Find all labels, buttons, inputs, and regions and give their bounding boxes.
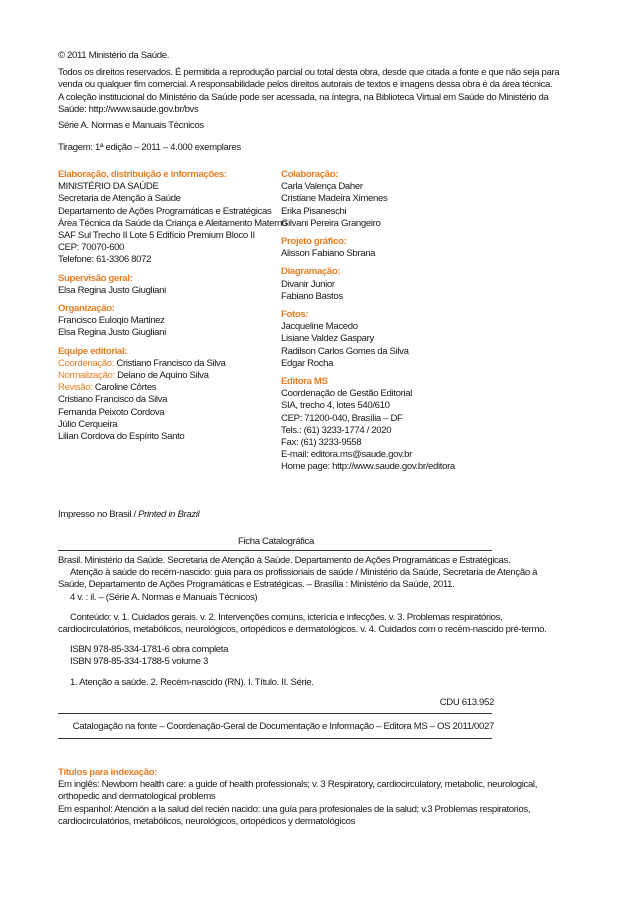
series-line: Série A. Normas e Manuais Técnicos [58,120,204,131]
organization-section [58,303,290,340]
editorial-coordination [58,358,290,370]
collaboration-line: Gilvani Pereira Grangeiro [281,217,381,229]
collaboration-section [281,169,503,230]
coordination-value: Cristiano Francisco da Silva [114,357,226,369]
elaboration-line: Telefone: 61-3306 8072 [58,254,152,266]
catalog-bottom-rule [58,738,492,739]
copyright-line: © 2011 Ministério da Saúde. [58,50,170,61]
indexing-section [58,767,538,828]
collaboration-line: Erika Pisaneschi [281,205,347,217]
normalization-value: Delano de Aquino Silva [114,370,209,382]
layout-line: Fabiano Bastos [281,290,343,302]
editorial-line: Júlio Cerqueira [58,418,118,430]
elaboration-line: MINISTÉRIO DA SAÚDE [58,181,159,193]
rights-line: Todos os direitos reservados. É permitida a reprodução parcial ou total desta obra, desde que citada a fonte e que não seja para [58,67,560,79]
elaboration-heading: Elaboração, distribuição e informações: [58,169,227,180]
publisher-section [281,376,503,474]
catalog-isbn: ISBN 978-85-334-1781-6 obra completa [70,644,229,656]
publisher-line: Fax: (61) 3233-9558 [281,437,362,449]
revision-label: Revisão: [58,382,93,394]
elaboration-line: Área Técnica da Saúde da Criança e Aleitamento Materno [58,217,287,229]
editorial-normalization [58,370,290,382]
catalog-card-title: Ficha Catalográfica [237,536,314,547]
editorial-revision [58,382,290,394]
collaboration-line: Carla Valença Daher [281,181,363,193]
editorial-section [58,346,290,444]
indexing-spanish: Em espanhol: Atención a la salud del recién nacido: una guía para profesionales de la salud; v.3 Problemas respiratorios, [58,803,531,815]
rights-line: venda ou qualquer fim comercial. A responsabilidade pelos direitos autorais de textos e imagens dessa obra é da área técnica. [58,79,553,91]
photos-line: Jacqueline Macedo [281,321,358,333]
supervision-line: Elsa Regina Justo Giugliani [58,284,166,296]
collaboration-heading: Colaboração: [281,169,339,180]
editorial-line: Lilian Cordova do Espírito Santo [58,431,185,443]
photos-heading: Fotos: [281,309,309,321]
elaboration-line: SAF Sul Trecho II Lote 5 Edifício Premium Bloco II [58,230,255,242]
layout-heading: Diagramação: [281,266,341,278]
catalog-mid-rule [58,713,492,714]
elaboration-line: Departamento de Ações Programáticas e Estratégicas [58,205,272,217]
layout-section [281,266,503,303]
credits-left-column [58,169,290,449]
photos-line: Radilson Carlos Gomes da Silva [281,345,409,357]
photos-line: Edgar Rocha [281,357,334,369]
publisher-heading: Editora MS [281,376,328,388]
publisher-line: SIA, trecho 4, lotes 540/610 [281,400,390,412]
rights-line: Saúde: http://www.saude.gov.br/bvs [58,103,199,115]
printed-in-line [58,509,494,521]
printed-in-english: Printed in Brazil [138,509,200,520]
publisher-email: E-mail: editora.ms@saude.gov.br [281,449,412,461]
graphic-design-heading: Projeto gráfico: [281,236,347,248]
catalog-line: Atenção à saúde do recém-nascido: guia para os profissionais de saúde / Ministério da Saúde, Secretaria de Atenção à [70,567,538,579]
catalog-top-rule [58,550,492,551]
photos-line: Lisiane Valdez Gaspary [281,333,374,345]
revision-value: Caroline Côrtes [92,382,157,394]
organization-line: Francisco Euloqio Martinez [58,315,165,327]
credits-right-column [281,169,503,480]
elaboration-line: CEP: 70070-600 [58,242,125,254]
catalog-line: Conteúdo: v. 1. Cuidados gerais. v. 2. Intervenções comuns, icterícia e infecções. v. 3. Problemas respiratórios, [70,611,503,623]
elaboration-section [58,169,290,267]
elaboration-line: Secretaria de Atenção à Saúde [58,193,181,205]
collaboration-line: Cristiane Madeira Ximenes [281,193,388,205]
supervision-heading: Supervisão geral: [58,272,133,284]
catalog-line: Saúde, Departamento de Ações Programáticas e Estratégicas. – Brasília : Ministério da Saúde, 2011. [58,579,455,591]
supervision-section [58,273,290,297]
indexing-heading: Títulos para indexação: [58,767,158,778]
editorial-heading: Equipe editorial: [58,345,128,357]
editorial-line: Fernanda Peixoto Cordova [58,406,165,418]
catalog-card [58,555,547,689]
normalization-label: Normalização: [58,370,115,382]
catalog-line: 4 v. : il. – (Série A. Normas e Manuais Técnicos) [70,591,258,603]
publisher-line: CEP: 71200-040, Brasília – DF [281,412,403,424]
rights-line: A coleção institucional do Ministério da Saúde pode ser acessada, na íntegra, na Biblioteca Virtual em Saúde do Ministério da [58,91,549,103]
indexing-english: orthopedic and dermatological problems [58,791,216,803]
publisher-line: Tels.: (61) 3233-1774 / 2020 [281,424,392,436]
catalog-line: cardiocirculatórios, metabólicos, neurológicos, ortopédicos e dermatológicos. v. 4. Cuidados com o recém-nascido pré-termo. [58,624,547,636]
copyright-block [58,50,560,116]
print-run-line: Tiragem: 1ª edição – 2011 – 4.000 exemplares [58,142,241,153]
publisher-line: Coordenação de Gestão Editorial [281,388,413,400]
editorial-line: Cristiano Francisco da Silva [58,394,168,406]
printed-in-prefix: Impresso no Brasil / [58,509,139,520]
publisher-homepage: Home page: http://www.saude.gov.br/editora [281,461,455,473]
coordination-label: Coordenação: [58,357,115,369]
photos-section [281,309,503,370]
catalog-line: Brasil. Ministério da Saúde. Secretaria de Atenção à Saúde. Departamento de Ações Programáticas e Estratégicas. [58,555,511,566]
catalog-cdu: CDU 613.952 [439,697,494,708]
catalog-isbn: ISBN 978-85-334-1788-5 volume 3 [70,656,208,668]
catalog-source: Catalogação na fonte – Coordenação-Geral de Documentação e Informação – Editora MS – OS 2011/0027 [72,721,494,732]
graphic-design-line: Alisson Fabiano Sbrana [281,248,376,260]
layout-line: Divanir Junior [281,278,335,290]
indexing-english: Em inglês: Newborn health care: a guide of health professionals; v. 3 Respiratory, cardiocirculatory, metabolic, neurological, [58,779,538,791]
indexing-spanish: cardiocirculatórios, metabólicos, neurológicos, ortopédicos y dermatológicos [58,815,356,827]
organization-heading: Organização: [58,303,115,315]
catalog-subjects: 1. Atenção a saúde. 2. Recém-nascido (RN). I. Título. II. Série. [70,676,314,688]
graphic-design-section [281,236,503,260]
organization-line: Elsa Regina Justo Giugliani [58,327,166,339]
